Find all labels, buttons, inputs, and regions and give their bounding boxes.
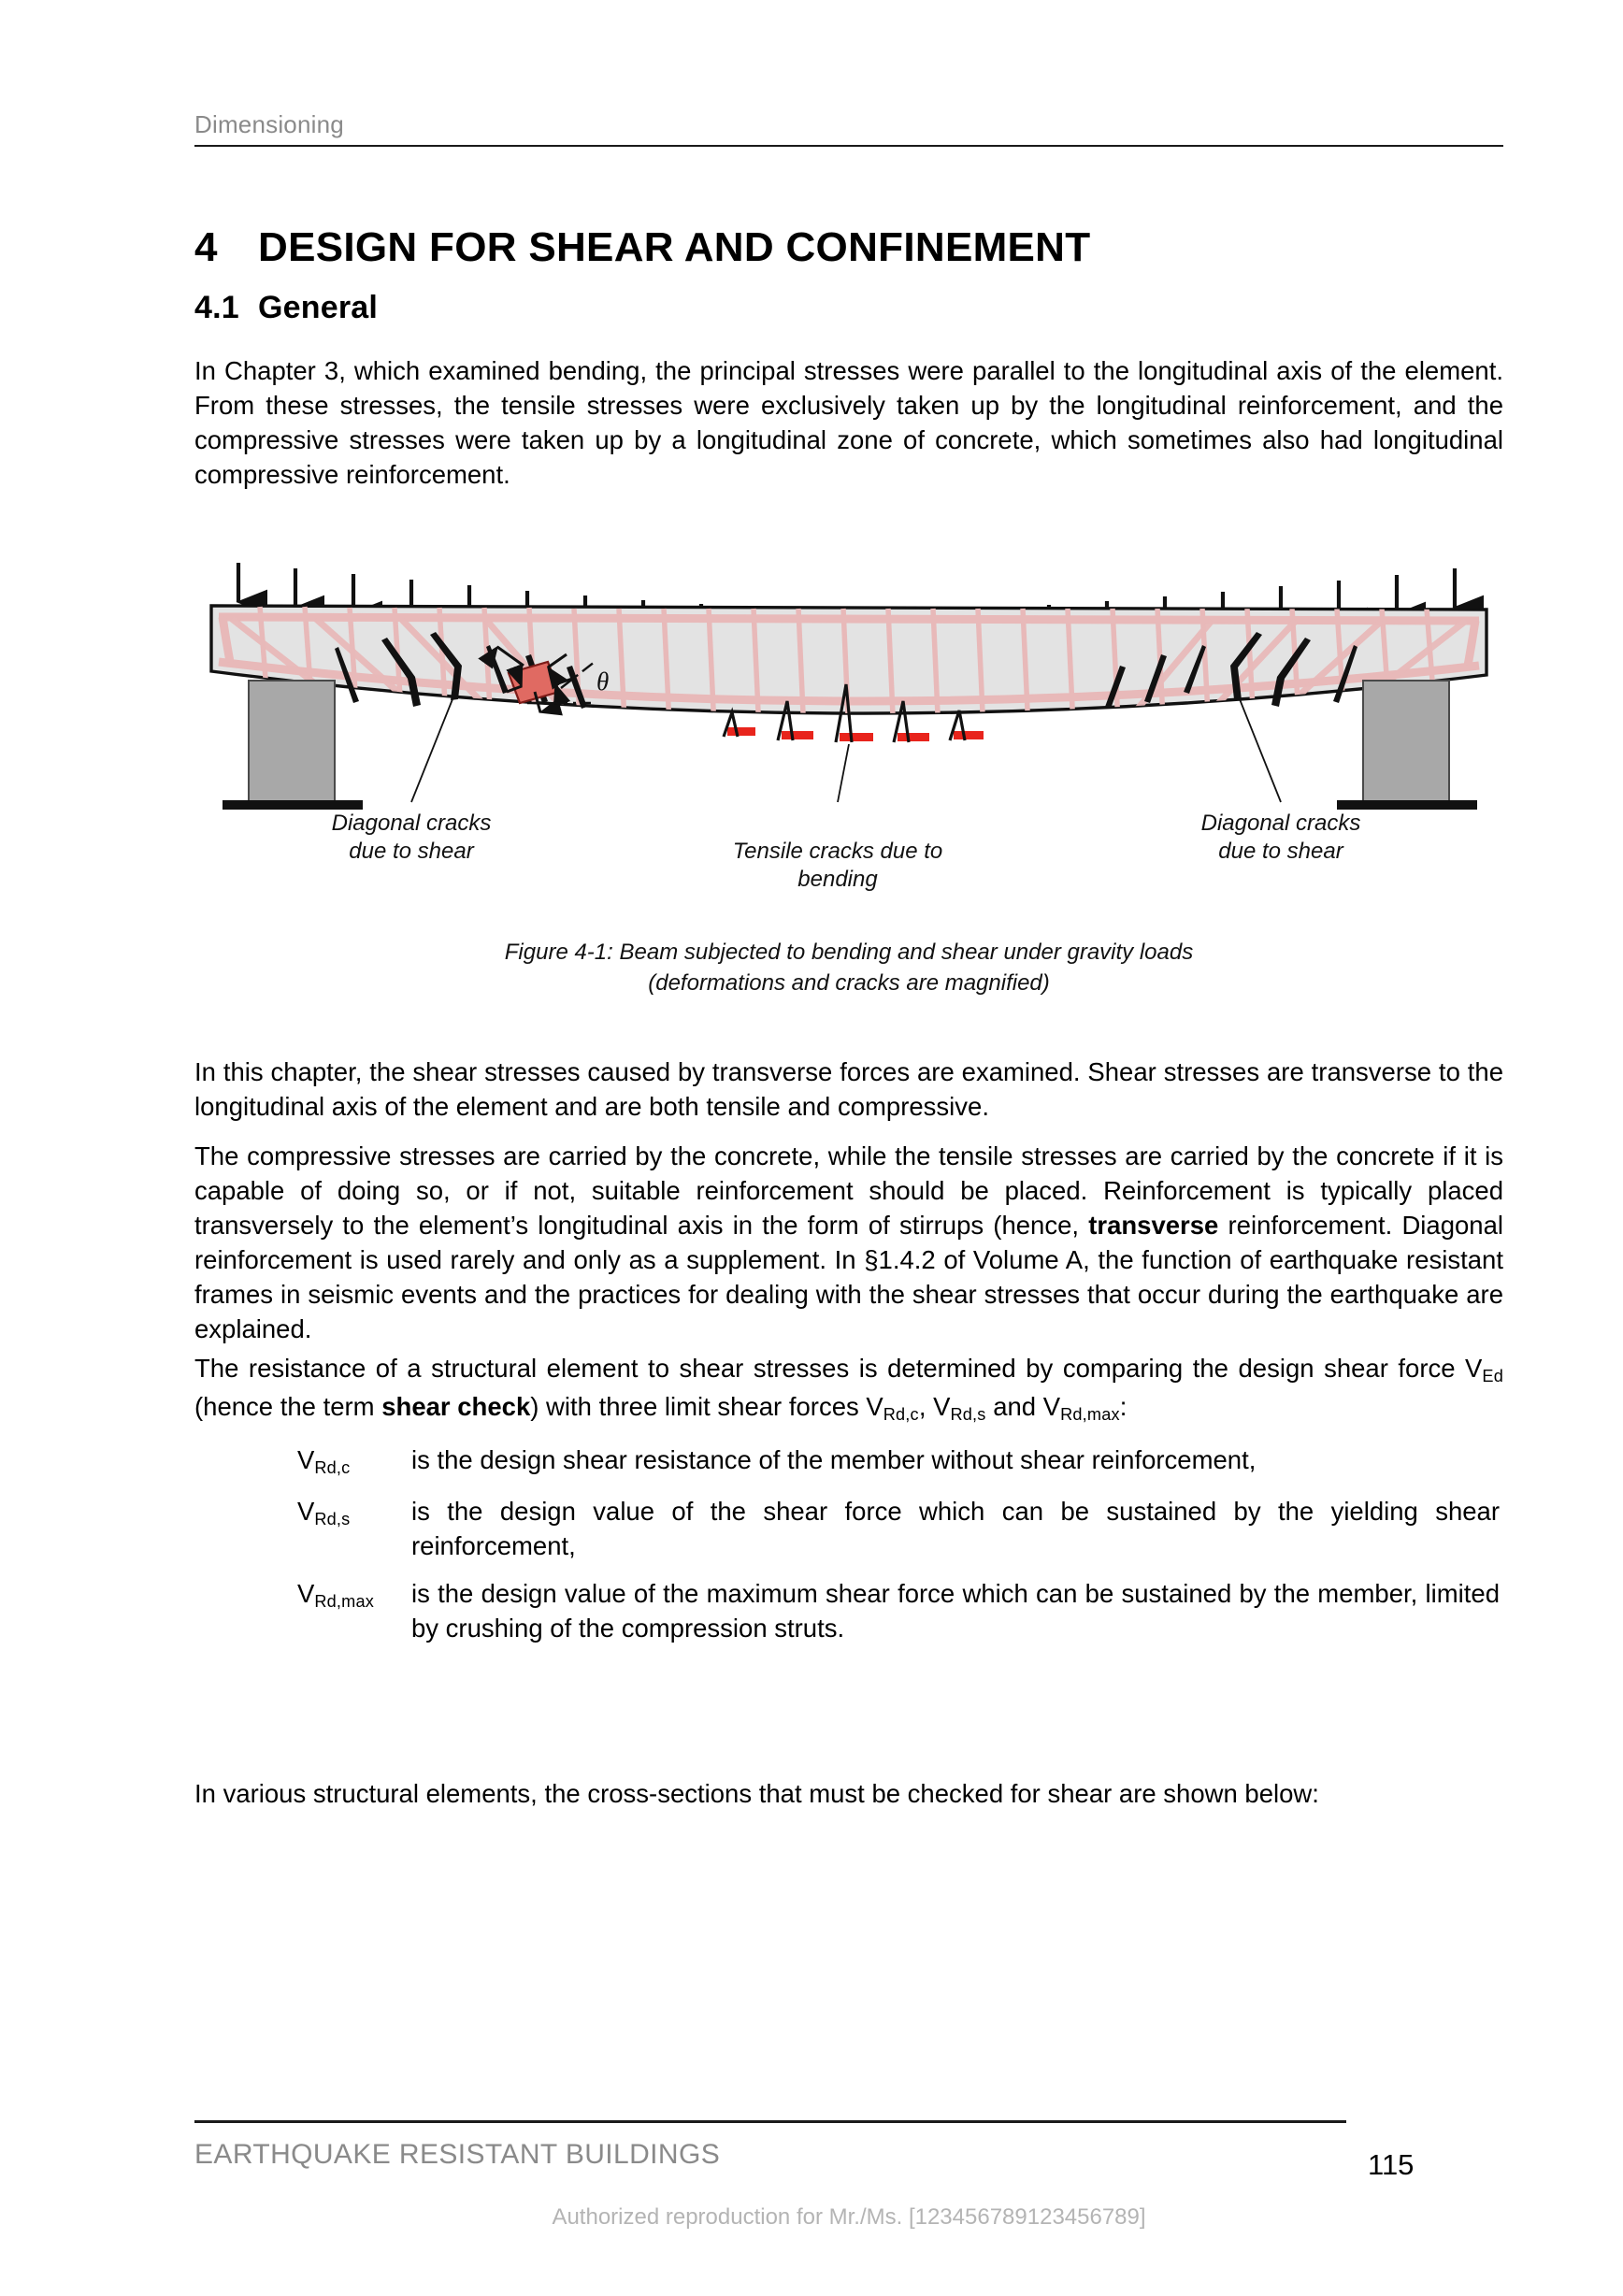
definition-description-vrds: is the design value of the shear force which can be sustained by the yielding shear reinforcement, [411,1497,1500,1560]
definition-term-vrds [297,1494,411,1532]
section-number: 4.1 [194,290,239,325]
p3-text-a: The compressive stresses are carried by the concrete, while the tensile stresses are carried by the concrete if it is capable of doing so, or if not, suitable reinforcement should be placed. Reinforcement is typically placed transversely to the element’s longitudinal axis in the form of stirrups (hence, [194,1141,1503,1240]
section-heading [194,290,1503,326]
paragraph-shear-check [194,1351,1503,1428]
p4-text-e: and V [985,1392,1061,1421]
p4-text-f: : [1119,1392,1127,1421]
p3-text-b: reinforcement. Diagonal reinforcement is used rarely and only as a supplement. In §1.4.2 of Volume A, the function of earthquake resistant frames in seismic events and the practices for dealing with the shear stresses that occur during the earthquake are explained. [194,1211,1503,1343]
running-header-title: Dimensioning [194,110,344,138]
footer-book-title: EARTHQUAKE RESISTANT BUILDINGS [194,2139,721,2170]
label-right-crack-line1: Diagonal cracks [1200,811,1361,836]
paragraph-intro: In Chapter 3, which examined bending, the principal stresses were parallel to the longitudinal axis of the element. From these stresses, the tensile stresses were exclusively taken up by the longitudinal reinforcement, and the compressive stresses were taken up by a longitudinal zone of concrete, which sometimes also had longitudinal compressive reinforcement. [194,356,1503,489]
shear-resistance-definitions [194,1442,1503,1658]
figure-caption [194,937,1503,998]
running-header-rule [194,145,1503,147]
beam-body [211,606,1487,810]
p4-subscript-rdmax: Rd,max [1060,1405,1120,1425]
label-left-crack-line2: due to shear [349,839,474,864]
p4-bold-shear-check: shear check [381,1392,531,1421]
figure-caption-line2: (deformations and cracks are magnified) [648,970,1050,996]
definition-term-vrdmax [297,1576,411,1614]
label-center-crack-line1: Tensile cracks due to [732,839,943,864]
chapter-number: 4 [194,224,218,270]
paragraph-compressive-stresses [194,1139,1503,1346]
definition-term-vrdc [297,1442,411,1481]
chapter-heading [194,224,1503,271]
page-number: 115 [1368,2148,1415,2181]
definition-subscript: Rd,s [314,1510,351,1529]
label-right-crack-line2: due to shear [1218,839,1343,864]
definition-row [194,1442,1503,1481]
definition-subscript: Rd,c [314,1458,351,1478]
p4-subscript-rds: Rd,s [950,1405,986,1425]
theta-symbol: θ [596,667,610,696]
definition-description-vrdmax: is the design value of the maximum shear force which can be sustained by the member, limited by crushing of the compression struts. [411,1579,1500,1643]
definition-symbol: V [297,1497,315,1526]
label-center-crack-line2: bending [797,867,878,892]
support-left [223,681,363,810]
figure-labels [332,811,1361,892]
p4-text-c: ) with three limit shear forces V [530,1392,883,1421]
support-right [1337,681,1477,810]
page-content [194,0,1503,2296]
p4-subscript-rdc: Rd,c [883,1405,919,1425]
reproduction-watermark: Authorized reproduction for Mr./Ms. [123456789123456789] [552,2204,1146,2230]
p4-subscript-ed: Ed [1482,1367,1503,1386]
p4-text-a: The resistance of a structural element to shear stresses is determined by comparing the design shear force V [194,1354,1483,1383]
definition-description-vrdc: is the design shear resistance of the member without shear reinforcement, [411,1445,1257,1474]
p4-text-d: , V [918,1392,951,1421]
definition-row [194,1576,1503,1645]
p4-text-b: (hence the term [194,1392,382,1421]
definition-row [194,1494,1503,1563]
definition-subscript: Rd,max [314,1592,375,1612]
label-left-crack-line1: Diagonal cracks [331,811,492,836]
figure-caption-line1: Figure 4-1: Beam subjected to bending and shear under gravity loads [504,940,1194,965]
definition-symbol: V [297,1445,315,1474]
section-title: General [258,290,379,325]
definition-symbol: V [297,1579,315,1608]
p3-bold-transverse: transverse [1088,1211,1219,1240]
chapter-title: DESIGN FOR SHEAR AND CONFINEMENT [258,224,1091,270]
running-header [194,110,1503,147]
paragraph-cross-sections: In various structural elements, the cross-sections that must be checked for shear are shown below: [194,1779,1319,1808]
paragraph-shear-stresses: In this chapter, the shear stresses caused by transverse forces are examined. Shear stresses are transverse to the longitudinal axis of the element and are both tensile and compressive. [194,1057,1503,1121]
footer-rule [194,2120,1346,2123]
